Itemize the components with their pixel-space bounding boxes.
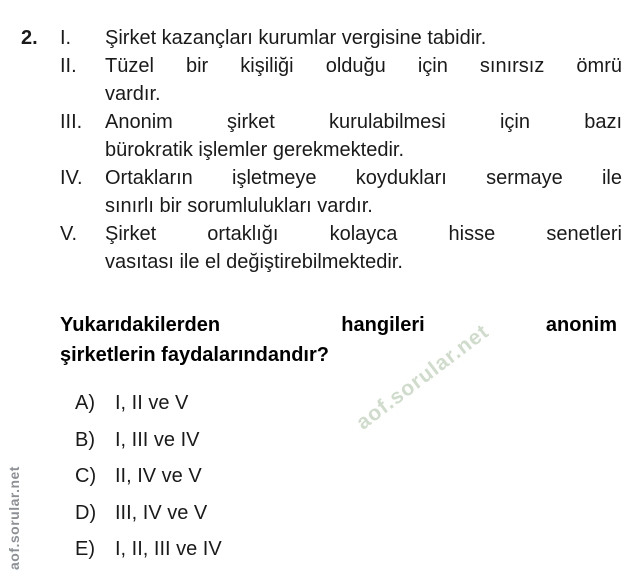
statement-row <box>60 52 622 108</box>
statement-row <box>60 220 622 276</box>
statement-line: vardır. <box>105 83 161 105</box>
option-row <box>75 537 222 574</box>
option-row <box>75 428 222 465</box>
options-list <box>75 391 222 574</box>
option-text: I, II, III ve IV <box>115 538 222 561</box>
statement-numeral: II. <box>60 55 77 77</box>
statement-lines <box>105 52 622 108</box>
statement-numeral: IV. <box>60 167 83 189</box>
statement-lines <box>105 164 622 220</box>
statement-line: Şirket ortaklığı kolayca hisse senetleri <box>105 223 622 245</box>
option-row <box>75 501 222 538</box>
statement-lines <box>105 108 622 164</box>
statement-line: Anonim şirket kurulabilmesi için bazı <box>105 111 622 133</box>
option-letter: A) <box>75 392 95 414</box>
option-text: I, II ve V <box>115 392 189 414</box>
statement-line: sınırlı bir sorumlulukları vardır. <box>105 195 373 217</box>
statement-line: Şirket kazançları kurumlar vergisine tabidir. <box>105 27 487 49</box>
statement-numeral: I. <box>60 27 72 49</box>
statement-line: vasıtası ile el değiştirebilmektedir. <box>105 251 403 273</box>
option-letter: E) <box>75 538 95 561</box>
option-text: I, III ve IV <box>115 428 200 451</box>
option-letter: C) <box>75 465 97 488</box>
statements-list <box>60 24 622 276</box>
statement-row <box>60 164 622 220</box>
statement-line: Ortakların işletmeye koydukları sermaye ile <box>105 167 622 189</box>
option-row <box>75 391 222 428</box>
option-letter: B) <box>75 428 95 451</box>
option-text: III, IV ve V <box>115 501 208 524</box>
statement-line: Tüzel bir kişiliği olduğu için sınırsız ömrü <box>105 55 622 77</box>
statement-lines <box>105 24 622 52</box>
statement-lines <box>105 220 622 276</box>
question-number: 2. <box>21 27 38 49</box>
statement-line: bürokratik işlemler gerekmektedir. <box>105 139 404 161</box>
option-row <box>75 464 222 501</box>
statement-numeral: III. <box>60 111 83 133</box>
question-line: şirketlerin faydalarındandır? <box>60 344 329 366</box>
option-text: II, IV ve V <box>115 465 202 488</box>
watermark-diagonal: aof.sorular.net <box>352 319 494 435</box>
watermark-vertical: aof.sorular.net <box>6 466 22 570</box>
question-line: Yukarıdakilerden hangileri anonim <box>60 314 617 336</box>
statement-numeral: V. <box>60 223 78 245</box>
statement-row <box>60 108 622 164</box>
option-letter: D) <box>75 501 97 524</box>
statement-row <box>60 24 622 52</box>
question-text <box>60 310 617 370</box>
